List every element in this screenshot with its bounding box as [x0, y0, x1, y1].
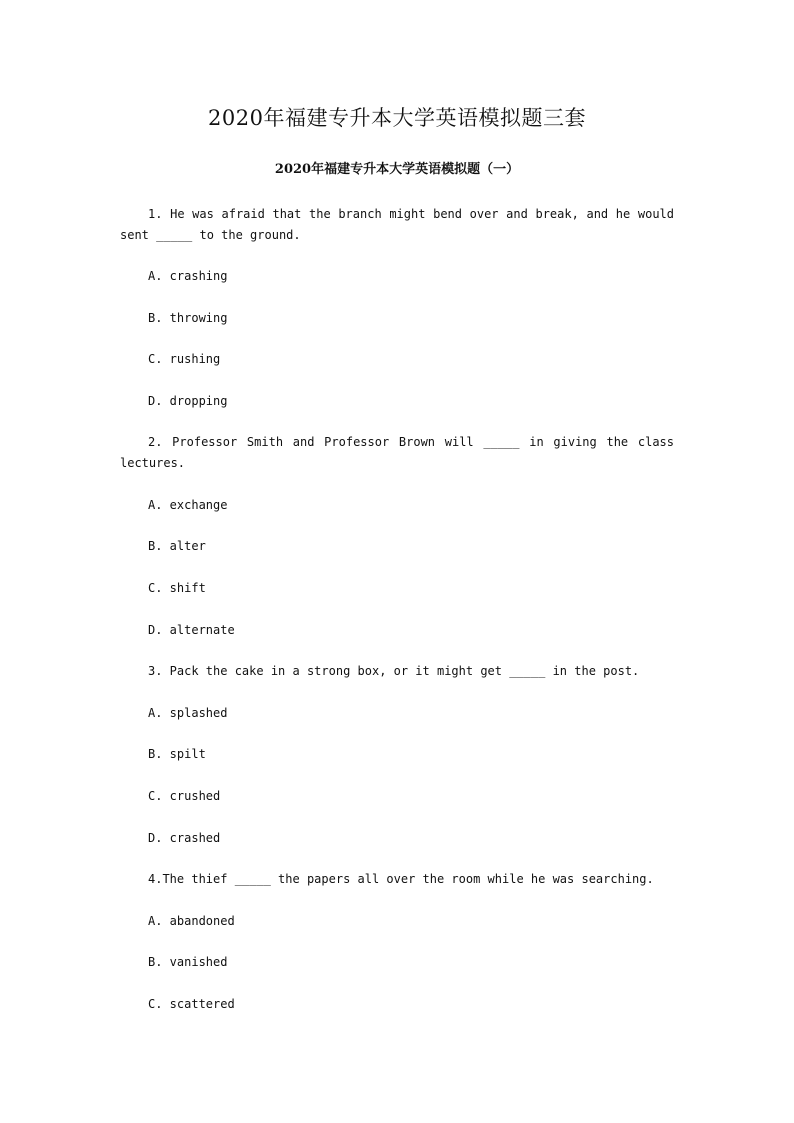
question-1-option-d: D. dropping: [148, 394, 228, 408]
question-1-option-a: A. crashing: [148, 269, 228, 283]
question-1-text-continued: sent _____ to the ground.: [120, 228, 301, 242]
question-2-text: 2. Professor Smith and Professor Brown will _____ in giving the class: [148, 435, 674, 449]
question-3-option-c: C. crushed: [148, 789, 221, 803]
question-1-text: 1. He was afraid that the branch might bend over and break, and he would: [148, 207, 674, 221]
question-4-option-c: C. scattered: [148, 997, 235, 1011]
question-2-text-continued: lectures.: [120, 456, 186, 470]
question-4-text: 4.The thief _____ the papers all over the room while he was searching.: [148, 872, 654, 886]
question-2-option-c: C. shift: [148, 581, 206, 595]
question-3-option-d: D. crashed: [148, 831, 221, 845]
question-1-option-b: B. throwing: [148, 311, 228, 325]
document-title: 2020年福建专升本大学英语模拟题三套: [208, 106, 586, 130]
question-3-option-b: B. spilt: [148, 747, 206, 761]
question-2-option-a: A. exchange: [148, 498, 228, 512]
question-3-option-a: A. splashed: [148, 706, 228, 720]
question-1-option-c: C. rushing: [148, 352, 221, 366]
question-2-option-b: B. alter: [148, 539, 206, 553]
question-2-option-d: D. alternate: [148, 623, 235, 637]
question-4-option-a: A. abandoned: [148, 914, 235, 928]
section-title: 2020年福建专升本大学英语模拟题（一）: [274, 162, 520, 177]
question-4-option-b: B. vanished: [148, 955, 228, 969]
question-3-text: 3. Pack the cake in a strong box, or it might get _____ in the post.: [148, 664, 640, 678]
